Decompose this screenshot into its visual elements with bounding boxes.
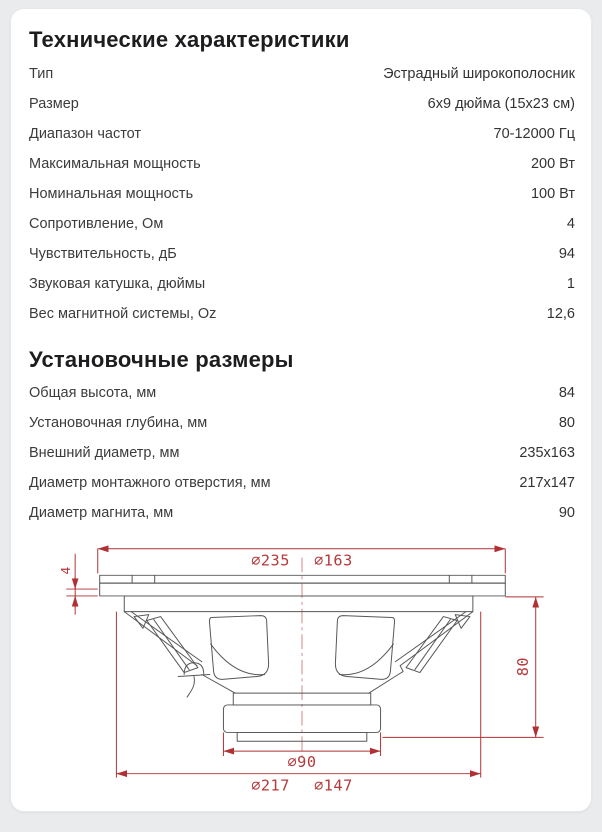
spec-label: Диаметр магнита, мм [29,504,174,521]
mounting-dimensions-table [29,378,575,528]
spec-row-nominal-power [29,179,575,209]
spec-label: Чувствительность, дБ [29,246,177,263]
flange [100,583,506,596]
spec-value: 90 [558,504,575,521]
spec-value: 94 [558,246,575,263]
spec-value: 70-12000 Гц [493,126,575,143]
spec-value: 12,6 [546,306,575,323]
dim-label-flange-thickness: 4 [59,566,75,575]
dim-row-total-height [29,378,575,408]
spec-value: 4 [566,216,575,233]
dim-label-outer-diameter: ∅235 [251,551,290,570]
speaker-side-view-svg [29,538,575,811]
dimension-labels [59,551,532,794]
spec-value: 1 [566,276,575,293]
spec-value: 235x163 [519,444,575,461]
section-title-mounting-dimensions: Установочные размеры [29,347,294,373]
spec-row-max-power [29,149,575,179]
basket-strut-right [406,616,457,672]
spec-value: 84 [558,384,575,401]
spec-row-size [29,89,575,119]
spec-label: Размер [29,96,79,113]
spec-value: 217x147 [519,474,575,491]
product-specs-card [10,8,592,812]
gasket [100,575,506,583]
spec-label: Максимальная мощность [29,156,201,173]
spec-label: Установочная глубина, мм [29,414,208,431]
spec-value: 100 Вт [530,186,575,203]
speaker-dimension-drawing [29,538,575,811]
speaker-outline [100,575,506,741]
spec-label: Диапазон частот [29,126,142,143]
spec-label: Вес магнитной системы, Oz [29,306,217,323]
spec-label: Диаметр монтажного отверстия, мм [29,474,271,491]
dim-label-mounting-hole-inner: ∅147 [314,776,353,795]
spec-row-impedance [29,209,575,239]
spec-value: 80 [558,414,575,431]
dim-row-mounting-hole-diameter [29,468,575,498]
spec-row-frequency-range [29,119,575,149]
dim-label-magnet-diameter: ∅90 [287,752,317,771]
dim-row-magnet-diameter [29,498,575,528]
spec-row-type [29,59,575,89]
spec-row-magnet-weight [29,299,575,329]
spec-label: Внешний диаметр, мм [29,444,180,461]
spec-label: Общая высота, мм [29,384,157,401]
lead-wire [187,676,194,697]
basket-strut-left [147,616,198,672]
dim-row-outer-diameter [29,438,575,468]
dim-row-mounting-depth [29,408,575,438]
spec-label: Номинальная мощность [29,186,194,203]
spec-label: Сопротивление, Ом [29,216,164,233]
basket-rim [124,596,473,612]
spec-value: Эстрадный широкополосник [383,66,575,83]
spec-value: 6x9 дюйма (15x23 см) [427,96,575,113]
section-title-technical-specs: Технические характеристики [29,27,350,52]
dim-label-depth: 80 [513,656,532,677]
spec-row-voice-coil [29,269,575,299]
technical-specs-table [29,59,575,329]
dim-label-mounting-hole-outer: ∅217 [251,776,290,795]
dim-label-inner-diameter: ∅163 [314,551,353,570]
spec-row-sensitivity [29,239,575,269]
spec-label: Тип [29,66,54,83]
spec-value: 200 Вт [530,156,575,173]
spec-label: Звуковая катушка, дюймы [29,276,206,293]
